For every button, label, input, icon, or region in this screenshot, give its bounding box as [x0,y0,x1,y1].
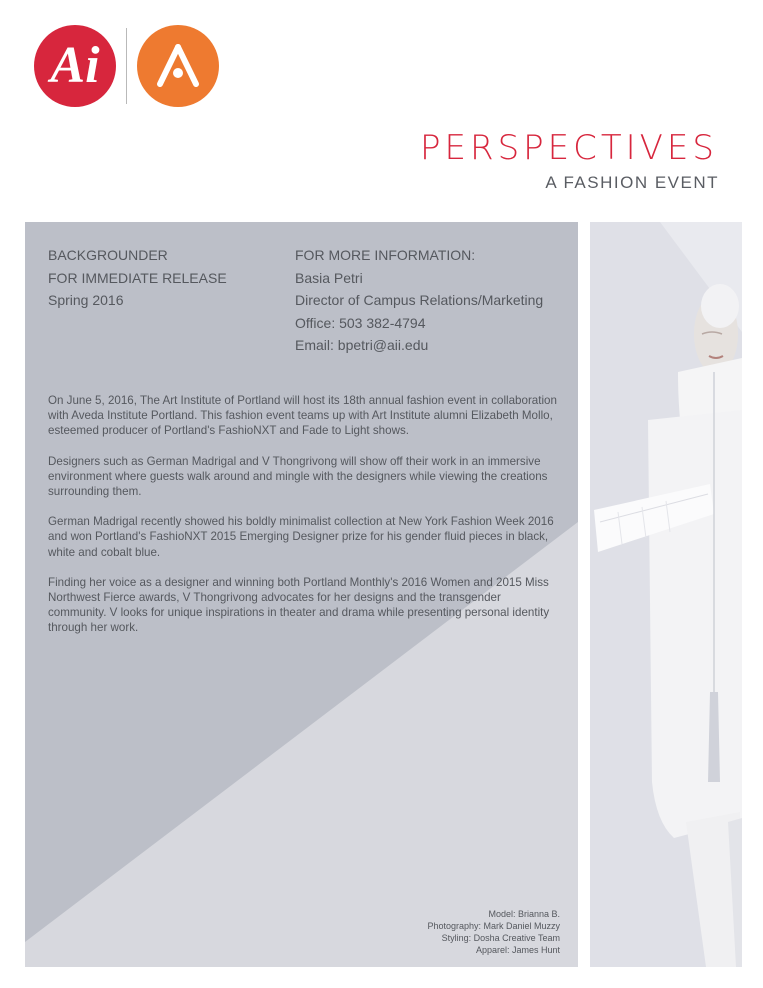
release-info [48,244,227,312]
contact-email: Email: bpetri@aii.edu [295,337,429,353]
photo-credits [427,908,560,956]
content-panel [25,222,578,967]
contact-title: Director of Campus Relations/Marketing [295,292,544,308]
model-illustration [590,222,742,967]
page-subtitle: A FASHION EVENT [545,173,719,192]
paragraph: Finding her voice as a designer and winning both Portland Monthly's 2016 Women and 2015 Miss Northwest Fierce awards, V Thongrivong advocates for her designs and the transgender community. V looks for unique inspirations in theater and drama while presenting personal identity through her work. [48,575,550,635]
release-season: Spring 2016 [48,292,124,308]
release-type: BACKGROUNDER [48,247,168,263]
page-title: PERSPECTIVES [419,128,718,168]
contact-info [295,244,543,357]
model-photo [590,222,742,967]
paragraph: On June 5, 2016, The Art Institute of Portland will host its 18th annual fashion event in collaboration with Aveda Institute Portland. This fashion event teams up with Art Institute alumni Elizabeth Mollo, esteemed producer of Portland's FashioNXT and Fade to Light shows. [48,394,557,438]
credit-model: Model: Brianna B. [488,909,560,919]
paragraph: German Madrigal recently showed his boldly minimalist collection at New York Fashion Week 2016 and won Portland's FashioNXT 2015 Emerging Designer prize for his gender fluid pieces in black, white and cobalt blue. [48,515,554,559]
contact-name: Basia Petri [295,269,363,286]
credit-photography: Photography: Mark Daniel Muzzy [427,921,560,931]
a-mark-icon [137,25,219,107]
aveda-logo [137,25,219,107]
credit-apparel: Apparel: James Hunt [475,945,560,955]
contact-heading: FOR MORE INFORMATION: [295,247,476,263]
art-institute-logo: Ai [34,25,116,107]
release-timing: FOR IMMEDIATE RELEASE [48,269,227,286]
paragraph: Designers such as German Madrigal and V Thongrivong will show off their work in an immersive environment where guests walk around and mingle with the designers while viewing the creations surrounding them. [48,454,548,499]
logo-divider [126,28,127,104]
body-text [48,393,558,651]
credit-styling: Styling: Dosha Creative Team [441,933,560,943]
contact-phone: Office: 503 382-4794 [295,314,426,331]
